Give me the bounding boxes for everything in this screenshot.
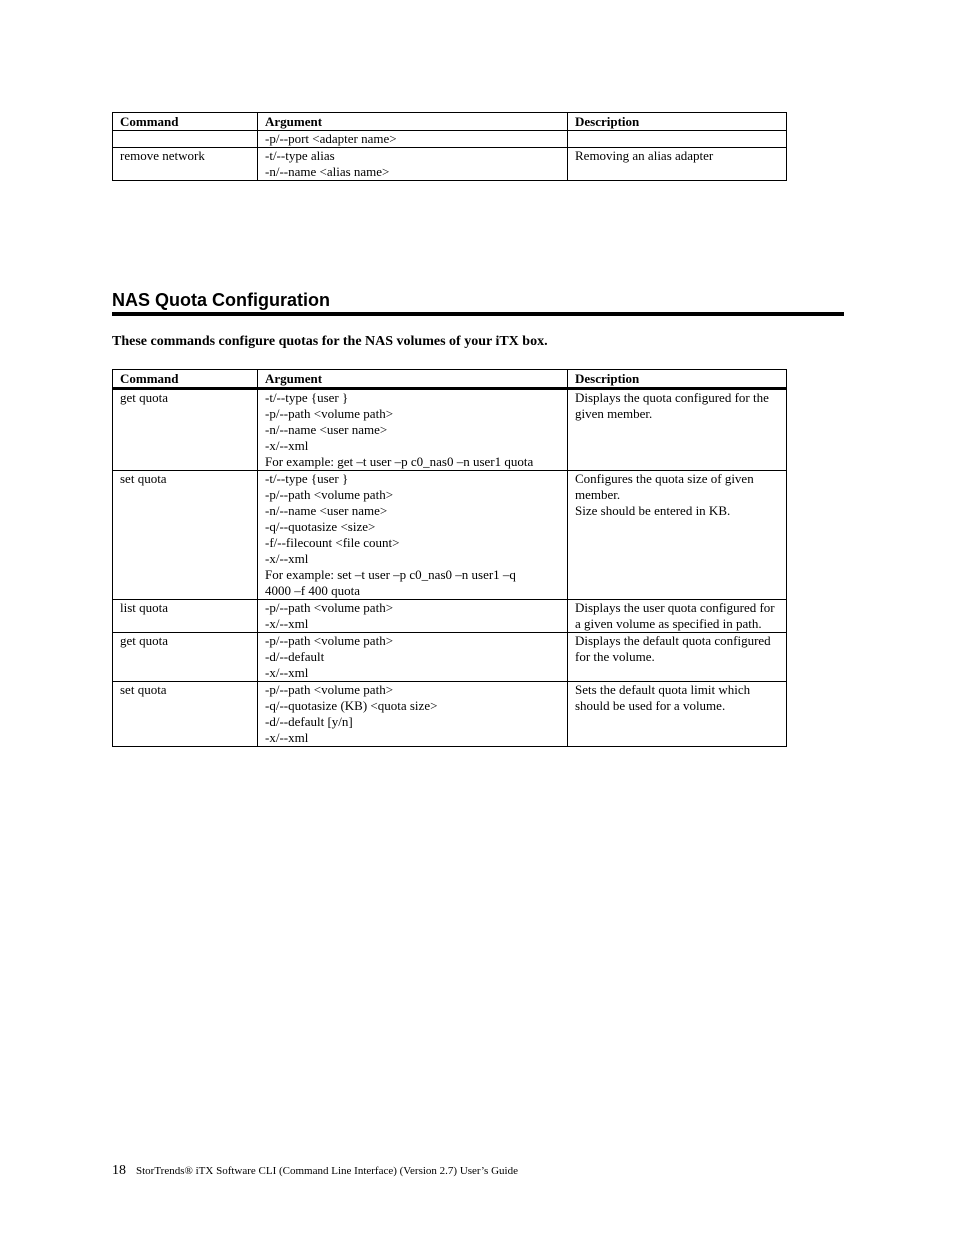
column-header-command: Command — [113, 113, 258, 131]
page-footer — [112, 1163, 518, 1179]
argument-cell — [258, 682, 568, 747]
argument-line: -t/--type alias — [265, 148, 335, 163]
command-cell: set quota — [113, 682, 258, 747]
description-note: Size should be entered in KB. — [575, 503, 731, 518]
table-row — [113, 148, 787, 181]
table-row — [113, 633, 787, 682]
argument-cell — [258, 633, 568, 682]
heading-rule — [112, 312, 844, 316]
description-cell — [568, 471, 787, 600]
description-text: Sets the default quota limit which should be used for a volume. — [575, 682, 751, 713]
table-header-row — [113, 113, 787, 131]
argument-cell — [258, 471, 568, 600]
table-row — [113, 389, 787, 471]
argument-line: -x/--xml — [265, 665, 309, 680]
command-cell: get quota — [113, 389, 258, 471]
description-text: Displays the default quota configured for the volume. — [575, 633, 771, 664]
argument-line: -p/--path <volume path> — [265, 682, 394, 697]
argument-line: -p/--path <volume path> — [265, 600, 394, 615]
description-cell: Removing an alias adapter — [568, 148, 787, 181]
column-header-argument: Argument — [258, 113, 568, 131]
command-cell — [113, 131, 258, 148]
argument-line: -q/--quotasize (KB) <quota size> — [265, 698, 438, 713]
argument-cell — [258, 131, 568, 148]
argument-line: -p/--path <volume path> — [265, 406, 394, 421]
argument-line: -d/--default — [265, 649, 325, 664]
description-text: Displays the quota configured for the given member. — [575, 390, 769, 421]
table-row — [113, 682, 787, 747]
description-text: Configures the quota size of given member. — [575, 471, 754, 502]
column-header-description: Description — [568, 370, 787, 389]
section-heading: NAS Quota Configuration — [112, 290, 330, 310]
argument-line: -p/--port <adapter name> — [265, 131, 397, 146]
argument-line: -n/--name <user name> — [265, 503, 388, 518]
argument-line: -x/--xml — [265, 438, 309, 453]
table-row — [113, 471, 787, 600]
nas-quota-commands-table — [112, 369, 787, 747]
network-commands-table — [112, 112, 787, 181]
argument-cell — [258, 148, 568, 181]
argument-line: -x/--xml — [265, 551, 309, 566]
argument-line: -n/--name <alias name> — [265, 164, 390, 179]
argument-cell — [258, 389, 568, 471]
footer-title: StorTrends® iTX Software CLI (Command Line Interface) (Version 2.7) User’s Guide — [136, 1165, 518, 1177]
argument-line: -n/--name <user name> — [265, 422, 388, 437]
argument-line: -q/--quotasize <size> — [265, 519, 376, 534]
description-cell — [568, 131, 787, 148]
column-header-argument: Argument — [258, 370, 568, 389]
argument-line: -x/--xml — [265, 616, 309, 631]
argument-line: -d/--default [y/n] — [265, 714, 353, 729]
description-cell — [568, 633, 787, 682]
column-header-command: Command — [113, 370, 258, 389]
command-cell: remove network — [113, 148, 258, 181]
page-number: 18 — [112, 1163, 126, 1178]
argument-example: For example: get –t user –p c0_nas0 –n user1 quota — [265, 454, 534, 469]
argument-line: -t/--type {user } — [265, 471, 349, 486]
argument-line: -t/--type {user } — [265, 390, 349, 405]
argument-example: 4000 –f 400 quota — [265, 583, 360, 598]
command-cell: set quota — [113, 471, 258, 600]
argument-line: -f/--filecount <file count> — [265, 535, 400, 550]
argument-cell — [258, 600, 568, 633]
description-cell — [568, 682, 787, 747]
argument-line: -x/--xml — [265, 730, 309, 745]
table-row — [113, 131, 787, 148]
table-row — [113, 600, 787, 633]
argument-line: -p/--path <volume path> — [265, 633, 394, 648]
command-cell: get quota — [113, 633, 258, 682]
column-header-description: Description — [568, 113, 787, 131]
section-intro: These commands configure quotas for the NAS volumes of your iTX box. — [112, 334, 548, 349]
description-cell — [568, 389, 787, 471]
command-cell: list quota — [113, 600, 258, 633]
argument-example: For example: set –t user –p c0_nas0 –n user1 –q — [265, 567, 516, 582]
table-header-row — [113, 370, 787, 389]
description-text: Displays the user quota configured for a given volume as specified in path. — [575, 600, 775, 631]
description-cell — [568, 600, 787, 633]
argument-line: -p/--path <volume path> — [265, 487, 394, 502]
